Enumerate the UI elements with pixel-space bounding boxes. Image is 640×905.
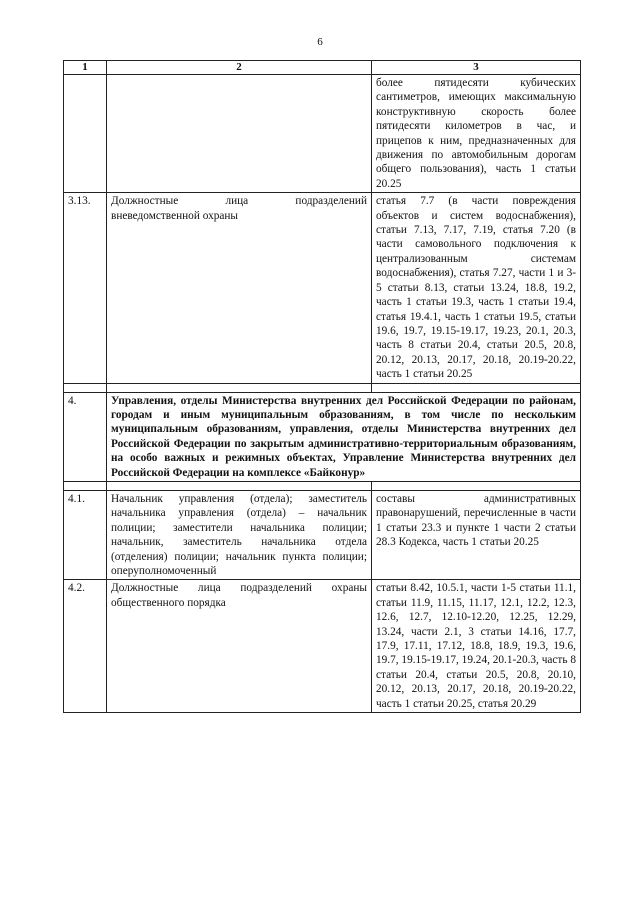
header-col-2: 2 bbox=[107, 61, 372, 75]
row-body bbox=[107, 75, 372, 193]
table-row bbox=[64, 580, 581, 713]
row-body: Должностные лица подразделений охраны общественного порядка bbox=[107, 580, 372, 713]
table-header-row bbox=[64, 61, 581, 75]
table-row bbox=[64, 490, 581, 579]
spacer-row bbox=[64, 481, 581, 490]
table-row bbox=[64, 75, 581, 193]
row-body: Должностные лица подразделений вневедомственной охраны bbox=[107, 193, 372, 383]
row-number: 3.13. bbox=[64, 193, 107, 383]
articles-table bbox=[63, 60, 581, 713]
row-articles: более пятидесяти кубических сантиметров, имеющих максимальную конструктивную скорость более пятидесяти километров в час, и прицепов к ним, предназначенных для движения по автомобильным дорогам общего пользования), часть 1 статьи 20.25 bbox=[372, 75, 581, 193]
header-col-3: 3 bbox=[372, 61, 581, 75]
section-number: 4. bbox=[64, 392, 107, 481]
row-number: 4.1. bbox=[64, 490, 107, 579]
row-number bbox=[64, 75, 107, 193]
row-articles: статьи 8.42, 10.5.1, части 1-5 статьи 11.1, статьи 11.9, 11.15, 11.17, 12.1, 12.2, 12.3, 12.6, 12.7, 12.10-12.20, 12.25, 12.29, 13.24, части 2.1, 3 статьи 14.16, 17.7, 17.9, 17.11, 17.12, 18.8, 18.9, 19.3, 19.6, 19.7, 19.15-19.17, 19.24, 20.1-20.3, часть 8 статьи 20.4, статьи 20.5, 20.8, 20.10, 20.12, 20.13, 20.17, 20.18, 20.19-20.22, часть 1 статьи 20.25, статья 20.29 bbox=[372, 580, 581, 713]
section-title: Управления, отделы Министерства внутренних дел Российской Федерации по районам, городам и иным муниципальным образованиям, в том числе по нескольким муниципальным образованиям, управления, отделы Министерства внутренних дел Российской Федерации по закрытым административно-территориальным образованиям, на особо важных и режимных объектах, Управление Министерства внутренних дел Российской Федерации на комплексе «Байконур» bbox=[107, 392, 581, 481]
page-number: 6 bbox=[317, 36, 323, 48]
section-row bbox=[64, 392, 581, 481]
row-articles: составы административных правонарушений, перечисленные в части 1 статьи 23.3 и пункте 1 части 2 статьи 28.3 Кодекса, часть 1 статьи 20.25 bbox=[372, 490, 581, 579]
row-articles: статья 7.7 (в части повреждения объектов и систем водоснабжения), статьи 7.13, 7.17, 7.19, статья 7.20 (в части самовольного подключения к централизованным системам водоснабжения), статья 7.27, части 1 и 3-5 статьи 8.13, статьи 13.24, 18.8, 19.2, часть 1 статьи 19.3, часть 1 статьи 19.4, статья 19.4.1, часть 1 статьи 19.5, статьи 19.6, 19.7, 19.15-19.17, 19.23, 20.1, 20.3, часть 8 статьи 20.4, статьи 20.5, 20.8, 20.12, 20.13, 20.17, 20.18, 20.19-20.22, часть 1 статьи 20.25 bbox=[372, 193, 581, 383]
table-row bbox=[64, 193, 581, 383]
spacer-row bbox=[64, 383, 581, 392]
row-number: 4.2. bbox=[64, 580, 107, 713]
row-body: Начальник управления (отдела); заместитель начальника управления (отдела) – начальник полиции; заместители начальника полиции; начальник, заместитель начальника отдела (отделения) полиции; начальник пункта полиции; оперуполномоченный bbox=[107, 490, 372, 579]
header-col-1: 1 bbox=[64, 61, 107, 75]
